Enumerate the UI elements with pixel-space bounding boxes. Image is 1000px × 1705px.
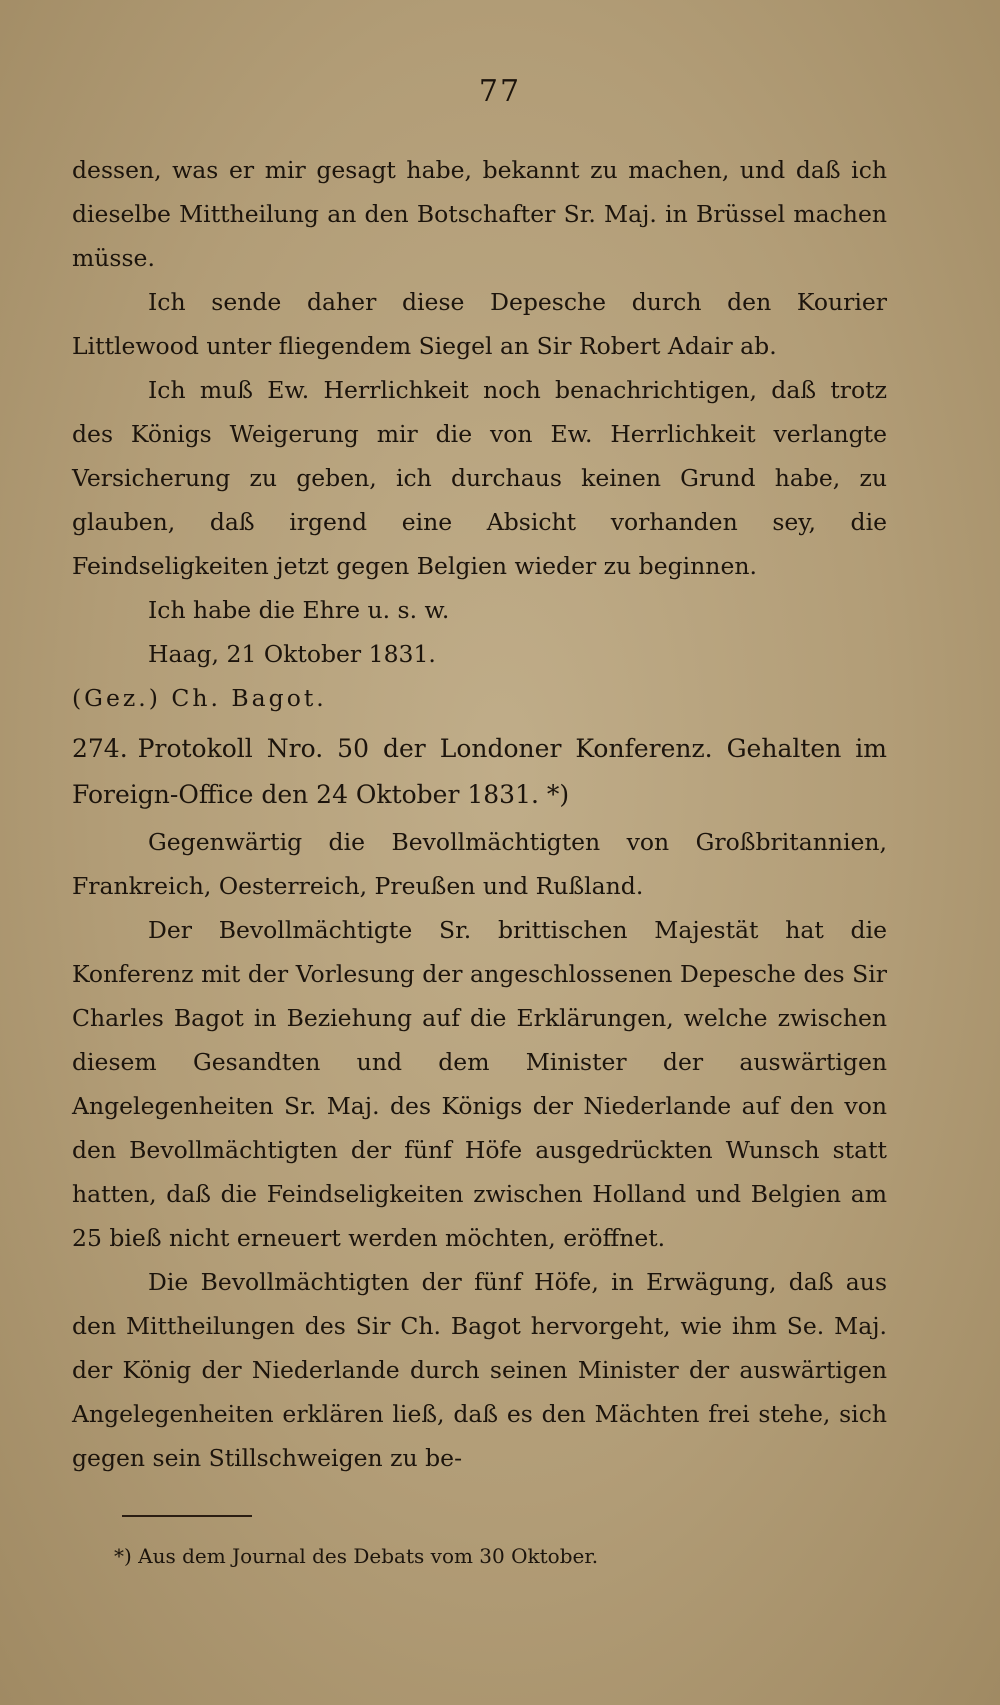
- paragraph: Gegenwärtig die Bevollmächtigten von Großbritannien, Frankreich, Oesterreich, Preußen und Rußland.: [72, 828, 887, 900]
- document-heading: [72, 726, 887, 818]
- document-number: 274.: [72, 734, 128, 763]
- document-274: [72, 726, 887, 1480]
- dateline: Haag, 21 Oktober 1831.: [148, 640, 436, 668]
- letter-continuation: [72, 148, 887, 720]
- closing-formula: Ich habe die Ehre u. s. w.: [148, 596, 450, 624]
- signature: [72, 676, 887, 720]
- footnote-rule: [122, 1515, 252, 1517]
- signature-text: (Gez.) Ch. Bagot.: [72, 684, 327, 712]
- paragraph: dessen, was er mir gesagt habe, bekannt zu machen, und daß ich dieselbe Mittheilung an den Botschafter Sr. Maj. in Brüssel machen müsse.: [72, 156, 887, 272]
- footnote: *) Aus dem Journal des Debats vom 30 Oktober.: [114, 1544, 599, 1568]
- paragraph: Der Bevollmächtigte Sr. brittischen Majestät hat die Konferenz mit der Vorlesung der angeschlossenen Depesche des Sir Charles Bagot in Beziehung auf die Erklärungen, welche zwischen diesem Gesandten und dem Minister der auswärtigen Angelegenheiten Sr. Maj. des Königs der Niederlande auf den von den Bevollmächtigten der fünf Höfe ausgedrückten Wunsch statt hatten, daß die Feindseligkeiten zwischen Holland und Belgien am 25 bieß nicht erneuert werden möchten, eröffnet.: [72, 916, 887, 1252]
- paragraph: Die Bevollmächtigten der fünf Höfe, in Erwägung, daß aus den Mittheilungen des Sir Ch. Bagot hervorgeht, wie ihm Se. Maj. der König der Niederlande durch seinen Minister der auswärtigen Angelegenheiten erklären ließ, daß es den Mächten frei stehe, sich gegen sein Stillschweigen zu be-: [72, 1268, 887, 1472]
- document-title: Protokoll Nro. 50 der Londoner Konferenz. Gehalten im Foreign-Office den 24 Oktober 1831. *): [72, 734, 887, 809]
- paragraph: Ich muß Ew. Herrlichkeit noch benachrichtigen, daß trotz des Königs Weigerung mir die von Ew. Herrlichkeit verlangte Versicherung zu geben, ich durchaus keinen Grund habe, zu glauben, daß irgend eine Absicht vorhanden sey, die Feindseligkeiten jetzt gegen Belgien wieder zu beginnen.: [72, 376, 887, 580]
- page-number: 77: [478, 74, 522, 109]
- paragraph: Ich sende daher diese Depesche durch den Kourier Littlewood unter fliegendem Siegel an Sir Robert Adair ab.: [72, 288, 887, 360]
